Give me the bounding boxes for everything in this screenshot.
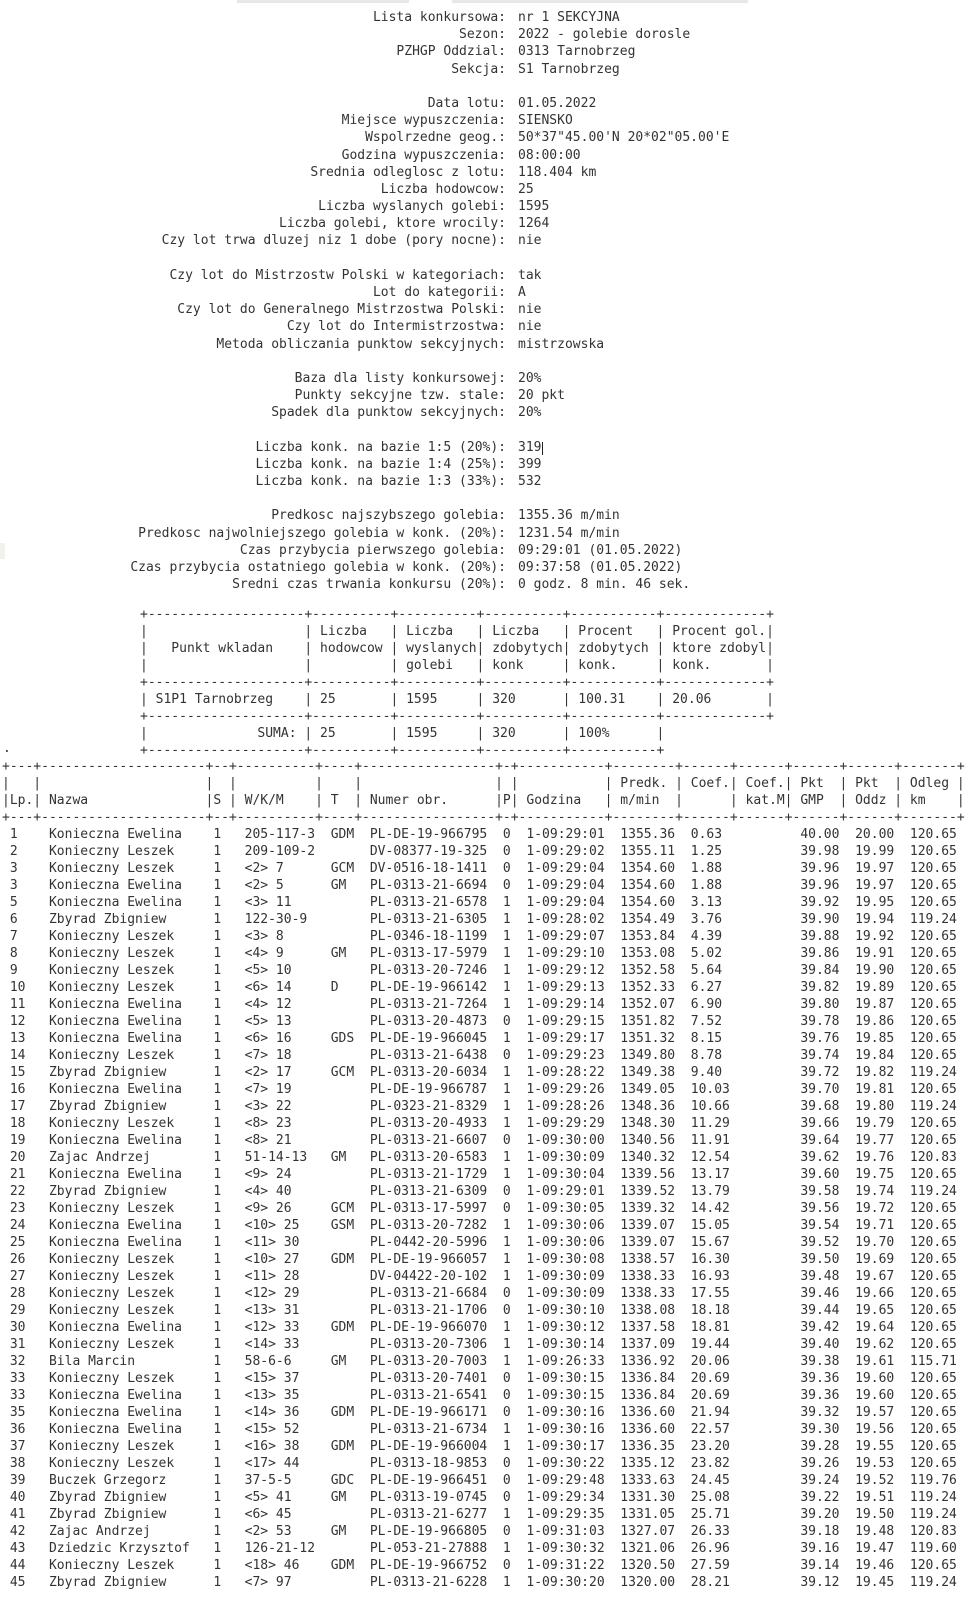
field-row	[0, 147, 980, 164]
table-border: +--------------------+----------+----------+----------+-----------+-------------+	[140, 607, 774, 622]
text-cursor	[542, 442, 543, 455]
field-label: Sezon:	[459, 27, 506, 43]
field-row	[0, 43, 980, 60]
summary-header-line: | Punkt wkladan | hodowcow | wyslanych| zdobytych| zdobytych | ktore zdobyl|	[140, 641, 774, 656]
report-header-fields	[0, 9, 980, 593]
field-label: Czy lot trwa dluzej niz 1 dobe (pory nocne):	[161, 233, 506, 249]
results-header: | | | | | | | | | Predk. | Coef.| Coef.| Pkt | Pkt | Odleg |	[2, 776, 965, 791]
entry-points-summary-table	[140, 606, 774, 759]
field-row	[0, 439, 980, 456]
field-value: 319	[518, 439, 542, 455]
field-value: 08:00:00	[518, 147, 581, 163]
results-row: 33 Konieczna Ewelina 1 <13> 35 PL-0313-21-6541 0 1-09:30:15 1336.84 20.69 39.36 19.60 120.65	[2, 1388, 957, 1403]
results-row: 6 Zbyrad Zbigniew 1 122-30-9 PL-0313-21-6305 1 1-09:28:02 1354.49 3.76 39.90 19.94 119.24	[2, 912, 957, 927]
field-value: nie	[518, 319, 542, 335]
results-row: 36 Konieczna Ewelina 1 <15> 52 PL-0313-21-6734 1 1-09:30:16 1336.60 22.57 39.30 19.56 120.65	[2, 1422, 957, 1437]
table-border: +--------------------+----------+----------+----------+-----------+-------------+	[140, 675, 774, 690]
results-row: 21 Konieczna Ewelina 1 <9> 24 PL-0313-21-1729 1 1-09:30:04 1339.56 13.17 39.60 19.75 120.65	[2, 1167, 957, 1182]
results-row: 30 Konieczna Ewelina 1 <12> 33 GDM PL-DE-19-966070 1 1-09:30:12 1337.58 18.81 39.42 19.64 120.65	[2, 1320, 957, 1335]
table-border: +---+---------------------+--+----------+----+-----------------+-+-----------+--------+------+------+------+------+-------+	[2, 759, 965, 774]
field-label: Miejsce wypuszczenia:	[341, 113, 506, 129]
results-row: 3 Konieczna Ewelina 1 <2> 5 GM PL-0313-21-6694 0 1-09:29:04 1354.60 1.88 39.96 19.97 120.65	[2, 878, 957, 893]
results-row: 12 Konieczna Ewelina 1 <5> 13 PL-0313-20-4873 0 1-09:29:15 1351.82 7.52 39.78 19.86 120.65	[2, 1014, 957, 1029]
table-border: +--------------------+----------+----------+----------+-----------+-------------+	[140, 709, 774, 724]
results-row: 2 Konieczny Leszek 1 209-109-2 DV-08377-19-325 0 1-09:29:02 1355.11 1.25 39.98 19.99 120.65	[2, 844, 957, 859]
field-value: 1231.54 m/min	[518, 525, 620, 541]
field-row	[0, 9, 980, 26]
field-row	[0, 129, 980, 146]
results-row: 16 Konieczna Ewelina 1 <7> 19 PL-DE-19-966787 1 1-09:29:26 1349.05 10.03 39.70 19.81 120.65	[2, 1082, 957, 1097]
results-row: 28 Konieczny Leszek 1 <12> 29 PL-0313-21-6684 0 1-09:30:09 1338.33 17.55 39.46 19.66 120.65	[2, 1286, 957, 1301]
field-value: A	[518, 285, 526, 300]
results-row: 1 Konieczna Ewelina 1 205-117-3 GDM PL-DE-19-966795 0 1-09:29:01 1355.36 0.63 40.00 20.00 120.65	[2, 827, 957, 842]
table-border: +--------------------+----------+----------+----------+-----------+	[140, 743, 665, 758]
results-row: 41 Zbyrad Zbigniew 1 <6> 45 PL-0313-21-6277 1 1-09:29:35 1331.05 25.71 39.20 19.50 119.24	[2, 1507, 957, 1522]
results-row: 7 Konieczny Leszek 1 <3> 8 PL-0346-18-1199 1 1-09:29:07 1353.84 4.39 39.88 19.92 120.65	[2, 929, 957, 944]
field-value: 25	[518, 181, 534, 197]
field-label: Srednia odleglosc z lotu:	[310, 164, 506, 180]
field-group-spacer	[0, 78, 980, 95]
field-row	[0, 267, 980, 284]
field-row	[0, 336, 980, 353]
field-value: nr 1 SEKCYJNA	[518, 10, 620, 25]
summary-header-line: | | | golebi | konk | konk. | konk. |	[140, 658, 774, 673]
field-label: Lot do kategorii:	[372, 285, 506, 300]
field-row	[0, 164, 980, 181]
summary-header-line: | | Liczba | Liczba | Liczba | Procent | Procent gol.|	[140, 624, 774, 639]
results-row: 23 Konieczny Leszek 1 <9> 26 GCM PL-0313-17-5997 0 1-09:30:05 1339.32 14.42 39.56 19.72 120.65	[2, 1201, 957, 1216]
field-value: S1 Tarnobrzeg	[518, 61, 620, 77]
field-row	[0, 559, 980, 576]
results-row: 37 Konieczny Leszek 1 <16> 38 GDM PL-DE-19-966004 1 1-09:30:17 1336.35 23.20 39.28 19.55 120.65	[2, 1439, 957, 1454]
results-row: 42 Zajac Andrzej 1 <2> 53 GM PL-DE-19-966805 0 1-09:31:03 1327.07 26.33 39.18 19.48 120.83	[2, 1524, 957, 1539]
field-label: Liczba hodowcow:	[380, 181, 506, 197]
field-row	[0, 232, 980, 249]
results-row: 35 Konieczna Ewelina 1 <14> 36 GDM PL-DE-19-966171 0 1-09:30:16 1336.60 21.94 39.32 19.57 120.65	[2, 1405, 957, 1420]
results-row: 19 Konieczna Ewelina 1 <8> 21 PL-0313-21-6607 0 1-09:30:00 1340.56 11.91 39.64 19.77 120.65	[2, 1133, 957, 1148]
field-row	[0, 181, 980, 198]
results-row: 26 Konieczny Leszek 1 <10> 27 GDM PL-DE-19-966057 1 1-09:30:08 1338.57 16.30 39.50 19.69 120.65	[2, 1252, 957, 1267]
field-value: 09:29:01 (01.05.2022)	[518, 542, 683, 558]
results-row: 11 Konieczna Ewelina 1 <4> 12 PL-0313-21-7264 1 1-09:29:14 1352.07 6.90 39.80 19.87 120.65	[2, 997, 957, 1012]
field-label: Liczba golebi, ktore wrocily:	[279, 216, 506, 232]
field-value: 0 godz. 8 min. 46 sek.	[518, 577, 691, 593]
field-label: Czy lot do Generalnego Mistrzostwa Polski:	[177, 302, 506, 318]
results-row: 10 Konieczny Leszek 1 <6> 14 D PL-DE-19-966142 1 1-09:29:13 1352.33 6.27 39.82 19.89 120.65	[2, 980, 957, 995]
field-row	[0, 404, 980, 421]
results-row: 5 Konieczna Ewelina 1 <3> 11 PL-0313-21-6578 1 1-09:29:04 1354.60 3.13 39.92 19.95 120.65	[2, 895, 957, 910]
field-row	[0, 301, 980, 318]
field-label: Predkosc najwolniejszego golebia w konk. (20%):	[138, 525, 506, 541]
field-label: Metoda obliczania punktow sekcyjnych:	[216, 336, 506, 352]
field-value: 118.404 km	[518, 164, 597, 180]
field-label: Czas przybycia ostatniego golebia w konk. (20%):	[130, 560, 506, 575]
field-label: Czas przybycia pierwszego golebia:	[239, 542, 506, 558]
field-value: SIENSKO	[518, 113, 573, 129]
results-row: 14 Konieczny Leszek 1 <7> 18 PL-0313-21-6438 0 1-09:29:23 1349.80 8.78 39.74 19.84 120.65	[2, 1048, 957, 1063]
field-value: 20%	[518, 405, 542, 421]
top-artifact-bar-right	[452, 0, 748, 3]
results-row: 33 Konieczny Leszek 1 <15> 37 PL-0313-20-7401 0 1-09:30:15 1336.84 20.69 39.36 19.60 120.65	[2, 1371, 957, 1386]
field-row	[0, 26, 980, 43]
results-header: |Lp.| Nazwa |S | W/K/M | T | Numer obr. |P| Godzina | m/min | | kat.M| GMP | Oddz | km |	[2, 793, 965, 808]
field-group-spacer	[0, 353, 980, 370]
stray-period-mark: .	[3, 741, 11, 756]
field-value: 01.05.2022	[518, 95, 597, 111]
field-label: Czy lot do Mistrzostw Polski w kategoriach:	[169, 267, 506, 283]
field-row	[0, 95, 980, 112]
field-value: 532	[518, 474, 542, 490]
field-row	[0, 284, 980, 301]
field-label: Sredni czas trwania konkursu (20%):	[232, 577, 506, 593]
field-group-spacer	[0, 490, 980, 507]
field-value: nie	[518, 233, 542, 249]
field-value: 50*37"45.00'N 20*02"05.00'E	[518, 130, 730, 146]
field-label: Godzina wypuszczenia:	[341, 147, 506, 163]
results-row: 20 Zajac Andrzej 1 51-14-13 GM PL-0313-20-6583 1 1-09:30:09 1340.32 12.54 39.62 19.76 120.83	[2, 1150, 957, 1165]
field-label: Liczba konk. na bazie 1:3 (33%):	[255, 474, 506, 490]
field-value: 399	[518, 456, 542, 472]
results-row: 31 Konieczny Leszek 1 <14> 33 PL-0313-20-7306 1 1-09:30:14 1337.09 19.44 39.40 19.62 120.65	[2, 1337, 957, 1352]
field-label: Predkosc najszybszego golebia:	[271, 508, 506, 524]
results-row: 17 Zbyrad Zbigniew 1 <3> 22 PL-0323-21-8329 1 1-09:28:26 1348.36 10.66 39.68 19.80 119.24	[2, 1099, 957, 1114]
results-row: 32 Bila Marcin 1 58-6-6 GM PL-0313-20-7003 1 1-09:26:33 1336.92 20.06 39.38 19.61 115.71	[2, 1354, 957, 1369]
field-label: Spadek dla punktow sekcyjnych:	[271, 405, 506, 421]
field-group-spacer	[0, 250, 980, 267]
field-value: mistrzowska	[518, 336, 605, 352]
field-label: Liczba konk. na bazie 1:5 (20%):	[255, 439, 506, 455]
field-row	[0, 525, 980, 542]
field-row	[0, 215, 980, 232]
results-row: 43 Dziedzic Krzysztof 1 126-21-12 PL-053-21-27888 1 1-09:30:32 1321.06 26.96 39.16 19.47 119.60	[2, 1541, 957, 1556]
field-value: 2022 - golebie dorosle	[518, 27, 691, 43]
field-value: tak	[518, 267, 542, 283]
field-value: 09:37:58 (01.05.2022)	[518, 560, 683, 575]
field-label: Wspolrzedne geog.:	[365, 130, 506, 146]
field-label: Sekcja:	[451, 61, 506, 77]
field-row	[0, 61, 980, 78]
field-row	[0, 198, 980, 215]
field-value: 0313 Tarnobrzeg	[518, 44, 636, 60]
field-row	[0, 387, 980, 404]
field-label: Baza dla listy konkursowej:	[294, 370, 506, 386]
field-label: Czy lot do Intermistrzostwa:	[286, 319, 506, 335]
field-label: Punkty sekcyjne tzw. stale:	[294, 388, 506, 404]
results-row: 13 Konieczna Ewelina 1 <6> 16 GDS PL-DE-19-966045 1 1-09:29:17 1351.32 8.15 39.76 19.85 120.65	[2, 1031, 957, 1046]
results-row: 9 Konieczny Leszek 1 <5> 10 PL-0313-20-7246 1 1-09:29:12 1352.58 5.64 39.84 19.90 120.65	[2, 963, 957, 978]
field-row	[0, 112, 980, 129]
results-row: 39 Buczek Grzegorz 1 37-5-5 GDC PL-DE-19-966451 0 1-09:29:48 1333.63 24.45 39.24 19.52 119.76	[2, 1473, 957, 1488]
field-row	[0, 542, 980, 559]
results-row: 27 Konieczny Leszek 1 <11> 28 DV-04422-20-102 1 1-09:30:09 1338.33 16.93 39.48 19.67 120.65	[2, 1269, 957, 1284]
field-label: Lista konkursowa:	[372, 10, 506, 25]
results-row: 24 Konieczna Ewelina 1 <10> 25 GSM PL-0313-20-7282 1 1-09:30:06 1339.07 15.05 39.54 19.71 120.65	[2, 1218, 957, 1233]
field-value: 1355.36 m/min	[518, 508, 620, 524]
field-row	[0, 318, 980, 335]
results-row: 40 Zbyrad Zbigniew 1 <5> 41 GM PL-0313-19-0745 0 1-09:29:34 1331.30 25.08 39.22 19.51 119.24	[2, 1490, 957, 1505]
table-border: +---+---------------------+--+----------+----+-----------------+-+-----------+--------+------+------+------+------+-------+	[2, 810, 965, 825]
results-row: 25 Konieczna Ewelina 1 <11> 30 PL-0442-20-5996 1 1-09:30:06 1339.07 15.67 39.52 19.70 120.65	[2, 1235, 957, 1250]
field-label: Data lotu:	[427, 95, 506, 111]
results-row: 22 Zbyrad Zbigniew 1 <4> 40 PL-0313-21-6309 0 1-09:29:01 1339.52 13.79 39.58 19.74 119.24	[2, 1184, 957, 1199]
field-row	[0, 456, 980, 473]
field-row	[0, 473, 980, 490]
field-label: Liczba konk. na bazie 1:4 (25%):	[255, 456, 506, 472]
field-value: nie	[518, 302, 542, 318]
results-row: 3 Konieczny Leszek 1 <2> 7 GCM DV-0516-18-1411 0 1-09:29:04 1354.60 1.88 39.96 19.97 120.65	[2, 861, 957, 876]
field-row	[0, 370, 980, 387]
summary-suma-row: | SUMA: | 25 | 1595 | 320 | 100% |	[140, 726, 665, 741]
field-value: 1595	[518, 199, 550, 215]
results-row: 18 Konieczny Leszek 1 <8> 23 PL-0313-20-4933 1 1-09:29:29 1348.30 11.29 39.66 19.79 120.65	[2, 1116, 957, 1131]
field-label: PZHGP Oddzial:	[396, 44, 506, 60]
results-row: 44 Konieczny Leszek 1 <18> 46 GDM PL-DE-19-966752 0 1-09:31:22 1320.50 27.59 39.14 19.46 120.65	[2, 1558, 957, 1573]
results-row: 38 Konieczny Leszek 1 <17> 44 PL-0313-18-9853 0 1-09:30:22 1335.12 23.82 39.26 19.53 120.65	[2, 1456, 957, 1471]
results-row: 15 Zbyrad Zbigniew 1 <2> 17 GCM PL-0313-20-6034 1 1-09:28:22 1349.38 9.40 39.72 19.82 119.24	[2, 1065, 957, 1080]
field-value: 20%	[518, 370, 542, 386]
results-row: 45 Zbyrad Zbigniew 1 <7> 97 PL-0313-21-6228 1 1-09:30:20 1320.00 28.21 39.12 19.45 119.24	[2, 1575, 957, 1590]
top-artifact-bar-left	[237, 0, 409, 3]
results-row: 8 Konieczny Leszek 1 <4> 9 GM PL-0313-17-5979 1 1-09:29:10 1353.08 5.02 39.86 19.91 120.65	[2, 946, 957, 961]
field-group-spacer	[0, 422, 980, 439]
field-value: 1264	[518, 216, 550, 232]
field-label: Liczba wyslanych golebi:	[318, 199, 506, 215]
results-table	[2, 758, 965, 1591]
field-row	[0, 507, 980, 524]
results-row: 29 Konieczny Leszek 1 <13> 31 PL-0313-21-1706 0 1-09:30:10 1338.08 18.18 39.44 19.65 120.65	[2, 1303, 957, 1318]
field-row	[0, 576, 980, 593]
summary-data-row: | S1P1 Tarnobrzeg | 25 | 1595 | 320 | 100.31 | 20.06 |	[140, 692, 774, 707]
field-value: 20 pkt	[518, 388, 565, 404]
